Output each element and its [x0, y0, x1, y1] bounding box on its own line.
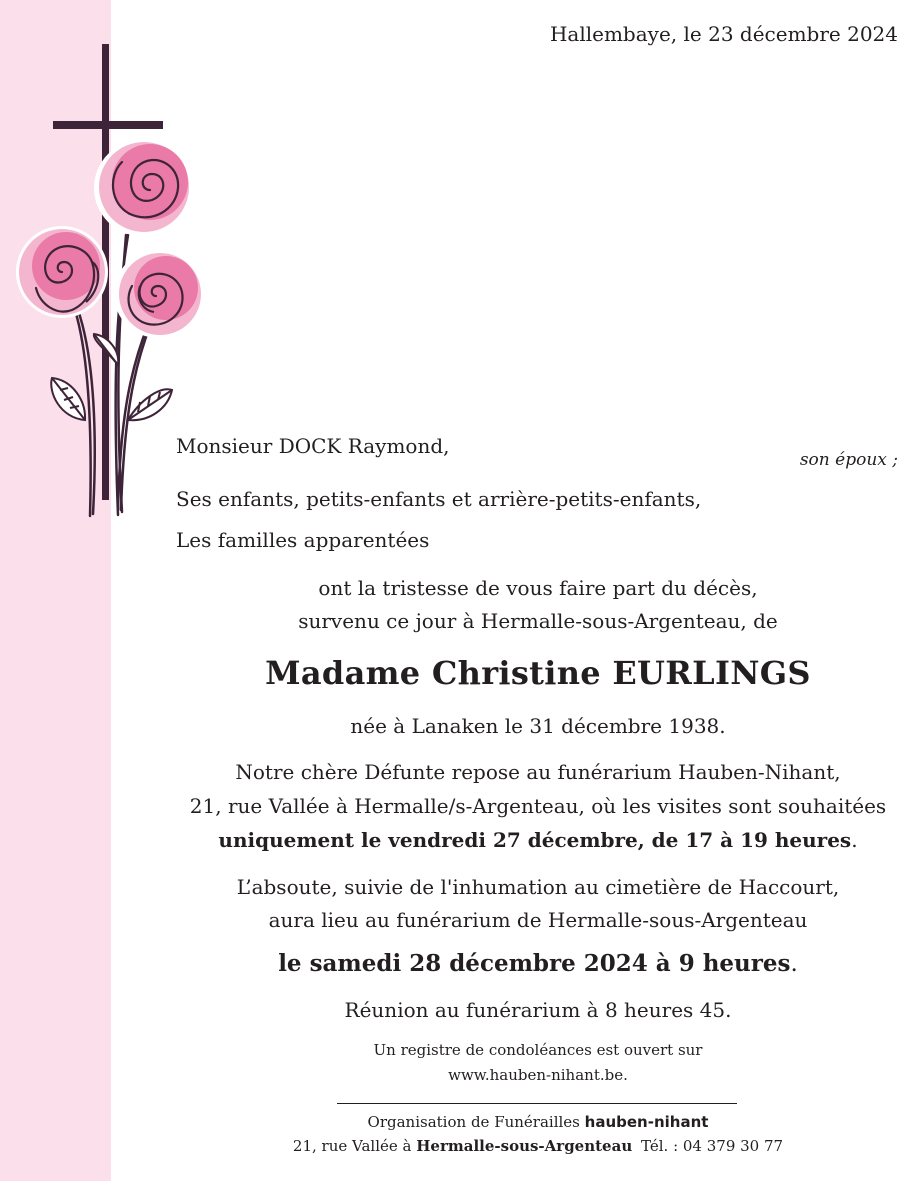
deceased-name: Madame Christine EURLINGS — [265, 654, 811, 692]
ceremony-emphasis — [160, 950, 916, 977]
visitation-date: uniquement le vendredi 27 décembre, de 17 à 19 heures — [218, 828, 852, 852]
rose-icon — [114, 250, 202, 338]
footer-divider — [337, 1103, 737, 1104]
rose-icon — [94, 140, 190, 236]
visitation-period: . — [851, 828, 858, 852]
footer-organisation — [160, 1113, 916, 1131]
footer-address-town: Hermalle-sous-Argenteau — [416, 1137, 633, 1155]
footer-address — [160, 1137, 916, 1155]
announcement-line-1: ont la tristesse de vous faire part du décès, — [318, 576, 758, 600]
visitation-line-2: 21, rue Vallée à Hermalle/s-Argenteau, où les visites sont souhaitées — [189, 794, 887, 818]
children-line: Ses enfants, petits-enfants et arrière-petits-enfants, — [176, 487, 702, 511]
birth-info: née à Lanaken le 31 décembre 1938. — [350, 714, 726, 738]
gathering-info: Réunion au funérarium à 8 heures 45. — [344, 998, 732, 1022]
footer-phone: Tél. : 04 379 30 77 — [641, 1137, 784, 1155]
relatives-line: Les familles apparentées — [176, 528, 430, 552]
footer-org-label: Organisation de Funérailles — [367, 1113, 580, 1131]
announcement-line-2: survenu ce jour à Hermalle-sous-Argenteau, de — [298, 609, 778, 633]
visitation-emphasis — [160, 828, 916, 852]
condolences-website[interactable]: www.hauben-nihant.be. — [448, 1066, 628, 1084]
footer-address-prefix: 21, rue Vallée à — [292, 1137, 412, 1155]
ceremony-line-2: aura lieu au funérarium de Hermalle-sous-Argenteau — [268, 908, 808, 932]
brand-logo: hauben-nihant — [584, 1113, 709, 1131]
spouse-name: Monsieur DOCK Raymond, — [176, 434, 450, 458]
visitation-line-1: Notre chère Défunte repose au funérarium Hauben-Nihant, — [235, 760, 841, 784]
ceremony-date: le samedi 28 décembre 2024 à 9 heures — [278, 950, 791, 977]
ceremony-period: . — [790, 951, 798, 977]
leaf-icon — [51, 334, 172, 420]
ceremony-line-1: L’absoute, suivie de l'inhumation au cimetière de Haccourt, — [236, 875, 840, 899]
place-date: Hallembaye, le 23 décembre 2024 — [549, 22, 898, 46]
spouse-relation: son époux ; — [799, 450, 898, 470]
condolences-line-1: Un registre de condoléances est ouvert sur — [373, 1041, 703, 1059]
rose-icon — [16, 226, 108, 318]
